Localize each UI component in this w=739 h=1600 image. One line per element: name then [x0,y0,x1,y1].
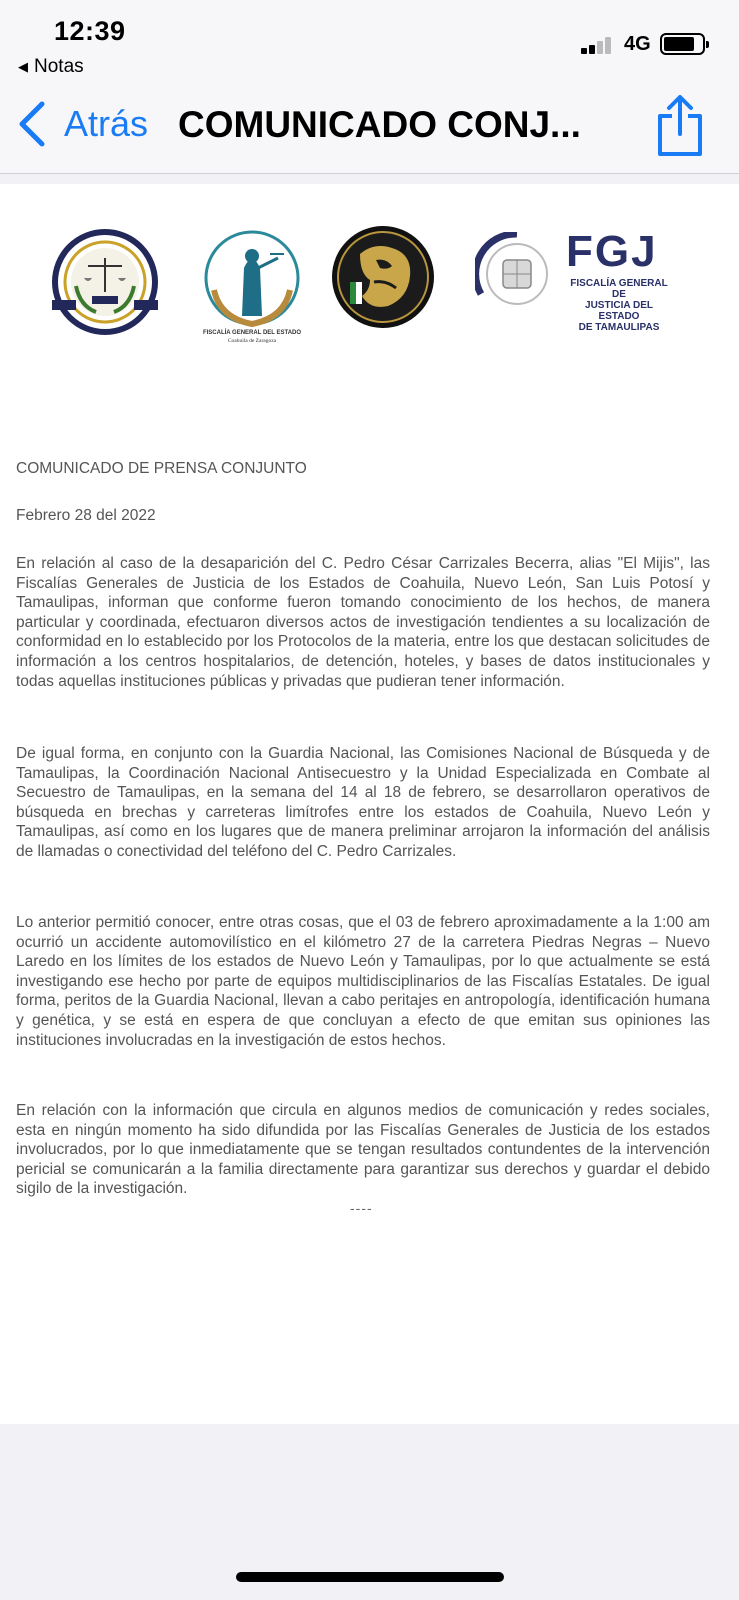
svg-text:Coahuila de Zaragoza: Coahuila de Zaragoza [227,338,277,344]
network-type: 4G [624,33,651,55]
fgj-line-2: JUSTICIA DEL ESTADO [585,300,653,322]
closing-dashes: ---- [350,1200,373,1216]
coahuila-fiscalia-seal-logo [200,228,304,348]
fgj-acronym: FGJ [566,227,658,276]
cellular-signal-icon [581,36,617,54]
status-time: 12:39 [54,16,126,46]
chevron-left-icon [16,100,48,148]
share-icon[interactable] [654,94,706,158]
tamaulipas-emblem-logo [475,232,559,316]
paragraph-2: De igual forma, en conjunto con la Guardia Nacional, las Comisiones Nacional de Búsqueda y de Tamaulipas, la Coordinación Nacional Antisecuestro y la Unidad Especializada en Combate al Secuestro de Tamaulipas, en la semana del 14 al 18 de febrero, se desarrollaron operativos de búsqueda en brechas y carreteras limítrofes entre los estados de Coahuila, Nuevo León y Tamaulipas, así como en los lugares que de manera preliminar arrojaron la información del análisis de llamadas o conectividad del teléfono del C. Pedro Carrizales. [16,745,710,860]
back-to-app-link[interactable] [18,56,84,78]
back-app-label: Notas [34,56,84,77]
document-page [0,184,739,1424]
nuevo-leon-fiscalia-seal-logo [330,224,436,330]
slp-fiscalia-seal-logo [46,226,164,344]
triangle-left-icon: ◀ [18,59,28,74]
svg-text:FISCALÍA GENERAL DEL ESTADO: FISCALÍA GENERAL DEL ESTADO [202,330,302,336]
paragraph-1: En relación al caso de la desaparición del C. Pedro César Carrizales Becerra, alias "El Mijis", las Fiscalías Generales de Justicia de los Estados de Coahuila, Nuevo León, San Luis Potosí y Tamaulipas, informan que conforme fueron tomando conocimiento de los hechos, de manera particular y coordinada, efectuaron diversos actos de investigación tendientes a su localización de conformidad en lo establecido por los Protocolos de la materia, entre los que destacan solicitudes de información a los centros hospitalarios, de detención, hoteles, y bases de datos institucionales y todas aquellas instituciones públicas y privadas que pudieran tener información. [16,555,710,690]
fgj-line-3: DE TAMAULIPAS [578,322,660,333]
fgj-tamaulipas-wordmark [566,227,686,333]
page-title: COMUNICADO CONJ... [178,104,581,145]
battery-icon [660,33,705,55]
home-indicator[interactable] [236,1572,504,1582]
fgj-line-1: FISCALÍA GENERAL DE [570,278,668,300]
navigation-bar [0,80,739,174]
document-heading: COMUNICADO DE PRENSA CONJUNTO [16,460,307,477]
status-bar [0,0,739,80]
document-date: Febrero 28 del 2022 [16,507,156,524]
back-button[interactable] [16,100,148,148]
paragraph-4: En relación con la información que circula en algunos medios de comunicación y redes sociales, esta en ningún momento ha sido difundida por las Fiscalías Generales de Justicia de los estados involucrados, por lo que inmediatamente que se tengan resultados contundentes de la intervención pericial se comunicarán a la familia directamente para garantizar sus derechos y guardar el debido sigilo de la investigación. [16,1102,710,1198]
paragraph-3: Lo anterior permitió conocer, entre otras cosas, que el 03 de febrero aproximadamente a la 1:00 am ocurrió un accidente automovilístico en el kilómetro 27 de la carretera Piedras Negras – Nuevo Laredo en los límites de los estados de Nuevo León y Tamaulipas, por lo que actualmente se está investigando ese hecho por parte de equipos multidisciplinarios de las Fiscalías Estatales. De igual forma, peritos de la Guardia Nacional, llevan a cabo peritajes en antropología, identificación humana y genética, y se está en espera de que concluyan a efecto de que emitan sus opiniones las instituciones involucradas en la investigación de estos hechos. [16,914,710,1049]
back-button-label: Atrás [64,103,149,144]
